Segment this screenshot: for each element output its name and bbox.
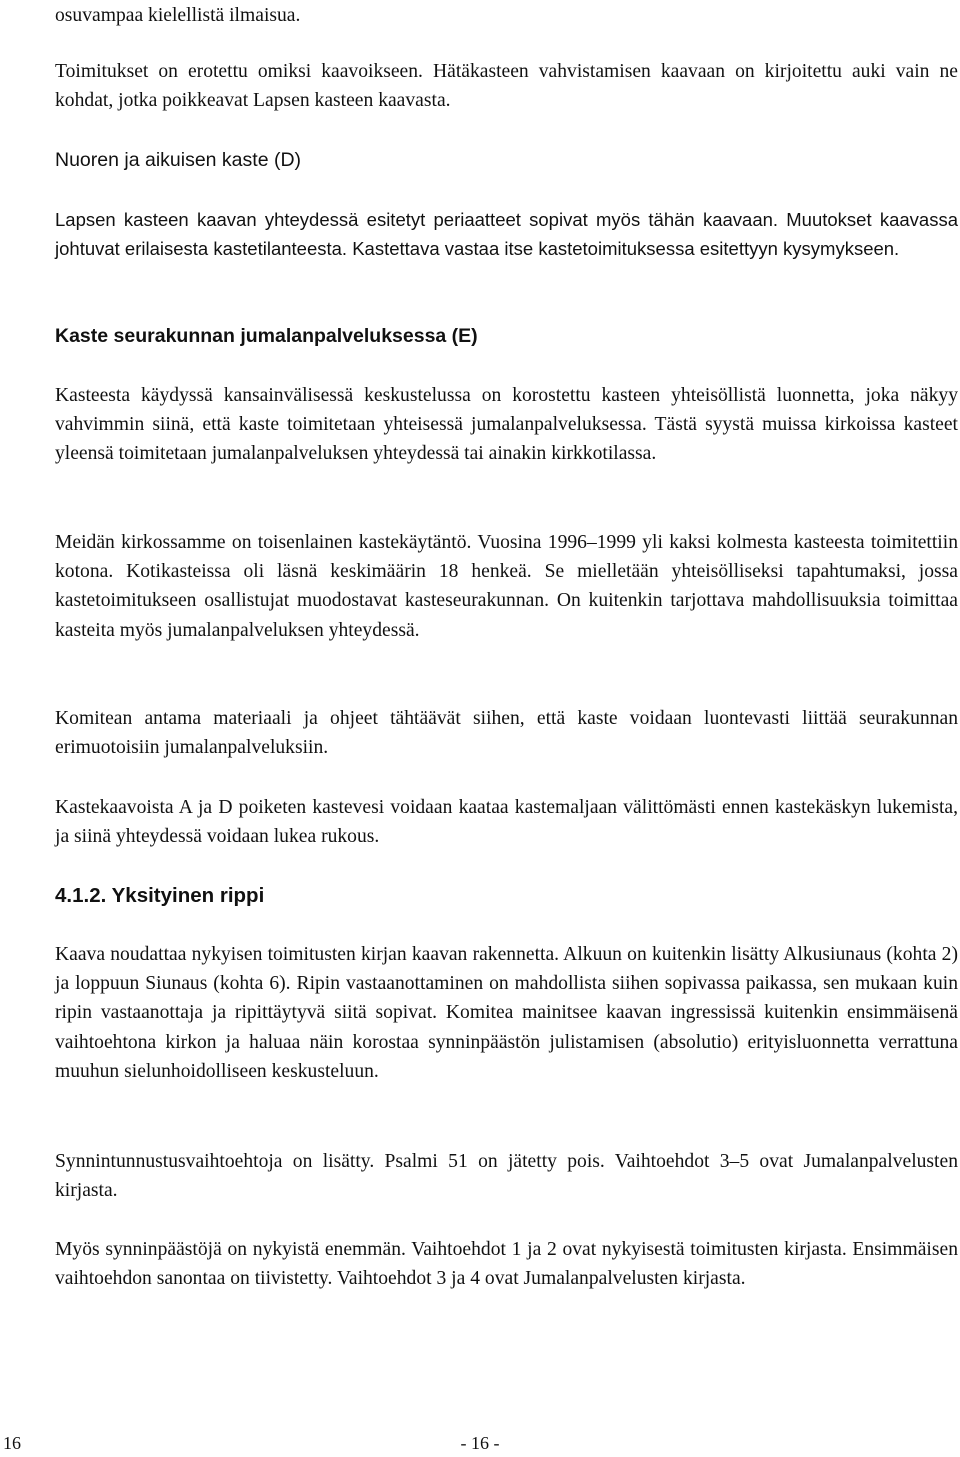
page-number-left: 16 <box>3 1433 21 1453</box>
paragraph-komitean: Komitean antama materiaali ja ohjeet tähtäävät siihen, että kaste voidaan luontevasti liittää seurakunnan erimuotoisiin jumalanpalveluksiin. <box>55 708 958 759</box>
heading-nuoren-ja-aikuisen-kaste: Nuoren ja aikuisen kaste (D) <box>55 149 302 171</box>
paragraph-toimitukset: Toimitukset on erotettu omiksi kaavoikseen. Hätäkasteen vahvistamisen kaavaan on kirjoitettu auki vain ne kohdat, jotka poikkeavat Lapsen kasteen kaavasta. <box>55 61 958 112</box>
paragraph-meidan-kirkossamme: Meidän kirkossamme on toisenlainen kastekäytäntö. Vuosina 1996–1999 yli kaksi kolmesta kasteesta toimitettiin kotona. Kotikasteissa oli läsnä keskimäärin 18 henkeä. Se mielletään yhteisölliseksi tapahtumaksi, jossa kastetoimitukseen osallistujat muodostavat kasteseurakunnan. On kuitenkin tarjottava mahdollisuuksia toimittaa kasteita myös jumalanpalveluksen yhteydessä. <box>55 532 958 641</box>
paragraph-lapsen-kasteen: Lapsen kasteen kaavan yhteydessä esitetyt periaatteet sopivat myös tähän kaavaan. Muutokset kaavassa johtuvat erilaisesta kastetilanteesta. Kastettava vastaa itse kastetoimituksessa esitettyyn kysymykseen. <box>55 209 958 260</box>
paragraph-kaava-noudattaa: Kaava noudattaa nykyisen toimitusten kirjan kaavan rakennetta. Alkuun on kuitenkin lisätty Alkusiunaus (kohta 2) ja loppuun Siunaus (kohta 6). Ripin vastaanottaminen on mahdollista siihen sopivassa paikassa, sen mukaan kuin ripin vastaanottaja ja ripittäytyvä siitä sopivat. Komitea mainitsee kaavan ingressissä kuitenkin ensimmäisenä vaihtoehtona kirkon ja haluaa näin korostaa synninpäästön julistamisen (absolutio) erityisluonnetta verrattuna muuhun sielunhoidolliseen keskusteluun. <box>55 944 958 1082</box>
heading-yksityinen-rippi: 4.1.2. Yksityinen rippi <box>55 884 265 907</box>
paragraph-synnintunnustus: Synnintunnustusvaihtoehtoja on lisätty. Psalmi 51 on jätetty pois. Vaihtoehdot 3–5 ovat Jumalanpalvelusten kirjasta. <box>55 1151 958 1202</box>
heading-kaste-seurakunnan: Kaste seurakunnan jumalanpalveluksessa (E) <box>55 325 478 347</box>
paragraph-kasteesta: Kasteesta käydyssä kansainvälisessä keskustelussa on korostettu kasteen yhteisöllistä luonnetta, joka näkyy vahvimmin siinä, että kaste toimitetaan yhteisessä jumalanpalveluksessa. Tästä syystä muissa kirkoissa kasteet yleensä toimitetaan jumalanpalveluksen yhteydessä tai ainakin kirkkotilassa. <box>55 385 958 465</box>
paragraph-kastekaavoista: Kastekaavoista A ja D poiketen kastevesi voidaan kaataa kastemaljaan välittömästi ennen kastekäskyn lukemista, ja siinä yhteydessä voidaan lukea rukous. <box>55 797 958 848</box>
paragraph-myos-synninpaastoja: Myös synninpäästöjä on nykyistä enemmän. Vaihtoehdot 1 ja 2 ovat nykyisestä toimitusten kirjasta. Ensimmäisen vaihtoehdon sanontaa on tiivistetty. Vaihtoehdot 3 ja 4 ovat Jumalanpalvelusten kirjasta. <box>55 1239 958 1290</box>
page-number-center: - 16 - <box>460 1433 500 1453</box>
paragraph-top-fragment: osuvampaa kielellistä ilmaisua. <box>55 5 301 26</box>
